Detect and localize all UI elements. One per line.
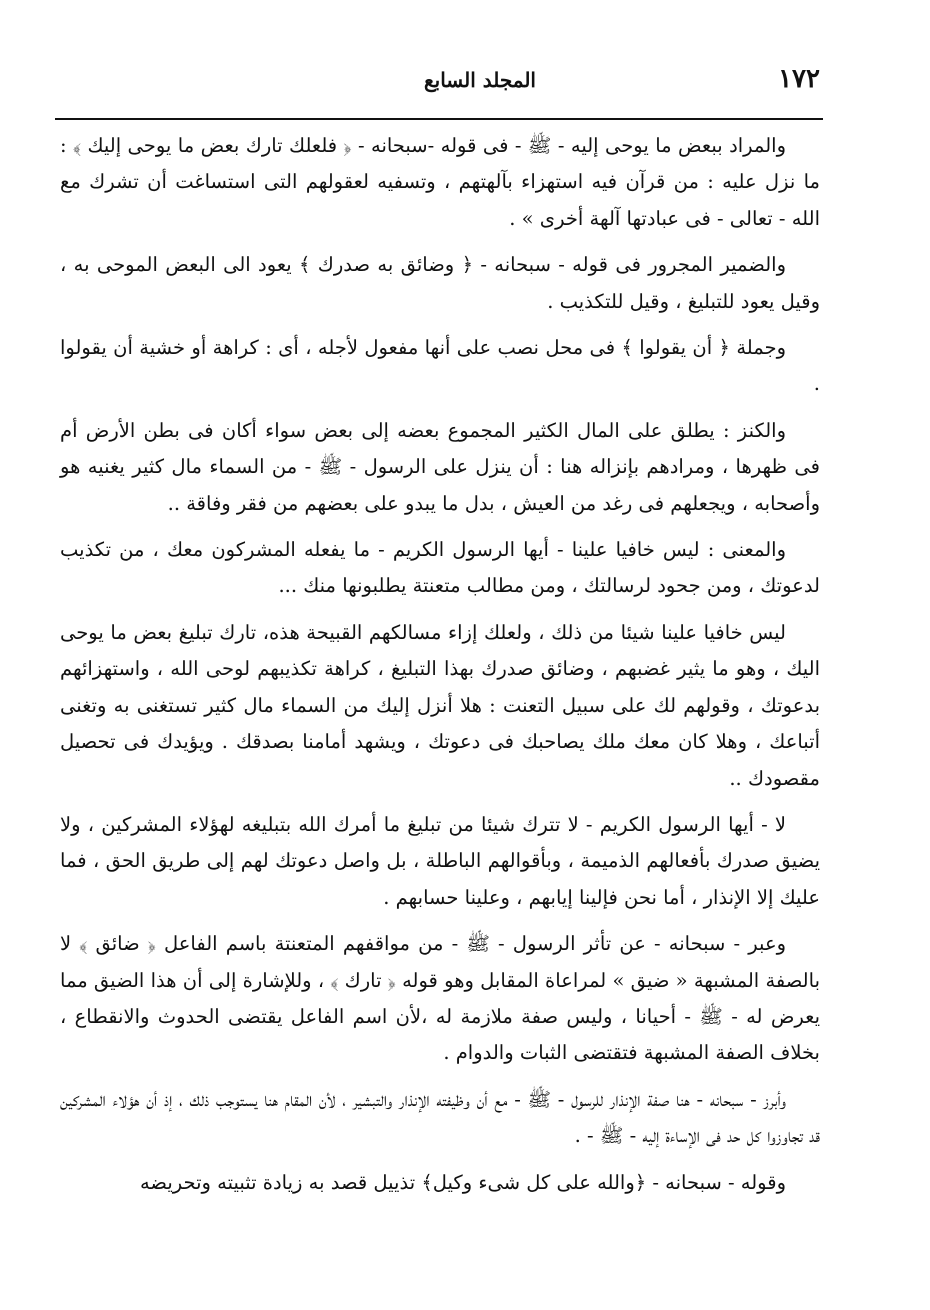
page-number: ١٧٢ (778, 64, 820, 94)
paragraph: والكنز : يطلق على المال الكثير المجموع بعضه إلى بعض سواء أكان فى بطن الأرض أم فى ظهرها ، ومرادهم بإنزاله هنا : أن ينزل على الرسول - ﷺ - من السماء مال كثير يغنيه هو وأصحابه ، ويجعلهم فى رغد من العيش ، بدل ما يبدو على بعضهم من فقر وفاقة .. (60, 418, 820, 515)
paragraph: وعبر - سبحانه - عن تأثر الرسول - ﷺ - من مواقفهم المتعنتة باسم الفاعل ﴿ ضائق ﴾ لا بالصفة المشبهة « ضيق » لمراعاة المقابل وهو قوله ﴿ تارك ﴾ ، وللإشارة إلى أن هذا الضيق مما يعرض له - ﷺ - أحيانا ، وليس صفة ملازمة له ،لأن اسم الفاعل يقتضى الحدوث والانقطاع ، بخلاف الصفة المشبهة فتقتضى الثبات والدوام . (60, 932, 820, 1065)
paragraph: وجملة ﴿ أن يقولوا ﴾ فى محل نصب على أنها مفعول لأجله ، أى : كراهة أو خشية أن يقولوا . (60, 336, 820, 396)
paragraph: وأبرز - سبحانه - هنا صفة الإنذار للرسول - ﷺ - مع أن وظيفته الإنذار والتبشير ، لأن المقام هنا يستوجب ذلك ، إذ أن هؤلاء المشركين قد تجاوزوا كل حد فى الإساءة إليه - ﷺ - . (60, 1087, 820, 1148)
volume-title: المجلد السابع (423, 68, 536, 92)
header-divider (55, 118, 823, 120)
paragraph: وقوله - سبحانه - ﴿والله على كل شىء وكيل﴾ تذييل قصد به زيادة تثبيته وتحريضه (139, 1170, 786, 1194)
paragraph: ليس خافيا علينا شيئا من ذلك ، ولعلك إزاء مسالكهم القبيحة هذه، تارك تبليغ بعض ما يوحى اليك ، وهو ما يثير غضبهم ، وضائق صدرك بهذا التبليغ ، كراهة تكذيبهم لوحى الله ، واستهزائهم بدعوتك ، وقولهم لك على سبيل التعنت : هلا أنزل إليك من السماء مال كثير تستغنى به وتغنى أتباعك ، وهلا كان معك ملك يصاحبك فى دعوتك ، ويشهد أمامنا بصدقك . ويؤيدك فى تحصيل مقصودك .. (60, 620, 820, 790)
running-head (60, 60, 820, 110)
body-text (60, 128, 820, 1211)
paragraph: لا - أيها الرسول الكريم - لا تترك شيئا من تبليغ ما أمرك الله بتبليغه لهؤلاء المشركين ، ولا يضيق صدرك بأفعالهم الذميمة ، وبأقوالهم الباطلة ، بل واصل دعوتك لهم إلى طريق الحق ، فما عليك إلا الإنذار ، أما نحن فإلينا إيابهم ، وعلينا حسابهم . (60, 812, 820, 909)
paragraph: والمراد ببعض ما يوحى إليه - ﷺ - فى قوله -سبحانه - ﴿ فلعلك تارك بعض ما يوحى إليك ﴾ : ما نزل عليه : من قرآن فيه استهزاء بآلهتهم ، وتسفيه لعقولهم التى استساغت أن تشرك مع الله - تعالى - فى عبادتها آلهة أخرى » . (60, 134, 820, 230)
paragraph: والضمير المجرور فى قوله - سبحانه - ﴿ وضائق به صدرك ﴾ يعود الى البعض الموحى به ، وقيل يعود للتبليغ ، وقيل للتكذيب . (60, 253, 820, 313)
paragraph: والمعنى : ليس خافيا علينا - أيها الرسول الكريم - ما يفعله المشركون معك ، من تكذيب لدعوتك ، ومن جحود لرسالتك ، ومن مطالب متعنتة يطلبونها منك ... (60, 538, 820, 598)
